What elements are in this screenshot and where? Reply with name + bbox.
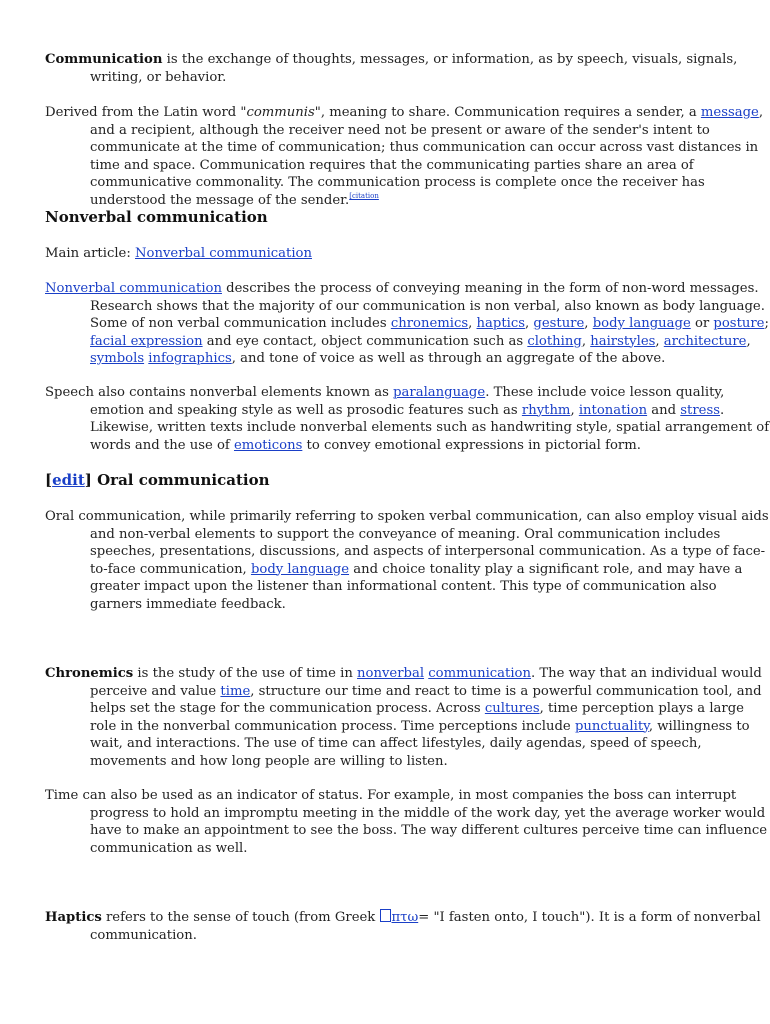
paragraph-haptics [45,909,770,944]
link-rhythm[interactable]: rhythm [521,402,571,418]
link-infographics[interactable]: infographics [148,351,232,366]
link-haptics[interactable]: haptics [476,316,525,331]
paragraph-text: describes the process of conveying meaning in the form of non-word messages. Research shows that the majority of our communication is non verbal, also known as body language. Some of non verbal communication includes [90,281,765,331]
link-emoticons[interactable]: emoticons [233,437,303,453]
separator: , [584,316,593,331]
separator: , [570,402,579,418]
link-facial-expression[interactable]: facial expression [90,333,203,349]
link-communication[interactable]: communication [428,666,531,681]
separator: , [524,316,534,331]
paragraph-text: . These include voice lesson quality, emotion and speaking style as well as prosodic features such as [90,385,725,418]
paragraph-text: ", meaning to share. Communication requires a sender, a [314,105,701,120]
paragraph-text: to convey emotional expressions in pictorial form. [302,437,641,453]
link-main-article-nonverbal[interactable]: Nonverbal communication [135,246,312,261]
paragraph-time-status: Time can also be used as an indicator of status. For example, in most companies the boss can interrupt progress to hold an impromptu meeting in the middle of the work day, yet the average worker would have to make an appointment to see the boss. The way different cultures perceive time can influence communication as well. [45,788,768,856]
separator: , [468,316,477,331]
paragraph-text: , and a recipient, although the receiver need not be present or aware of the sender's intent to communicate at the time of communication; thus communication can occur across vast distances in time and space. Communication requires that the communicating parties share an area of communicative commonality. The communication process is complete once the receiver has understood the message of the sender. [90,105,764,208]
link-posture[interactable]: posture [713,316,765,331]
edit-link[interactable]: edit [52,471,85,489]
paragraph-speech-nonverbal [45,384,770,454]
term-haptics: Haptics [45,910,102,925]
link-body-language-oral[interactable]: body language [250,561,350,577]
separator: and [647,402,681,418]
link-body-language[interactable]: body language [592,316,691,331]
heading-nonverbal-communication: Nonverbal communication [45,208,268,226]
paragraph-communication-definition [45,51,770,86]
paragraph-nonverbal [45,280,770,368]
separator: or [690,316,714,331]
link-message[interactable]: message [700,105,759,120]
paragraph-communication-origin [45,104,770,209]
paragraph-text: is the exchange of thoughts, messages, or information, as by speech, visuals, signals, writing, or behavior. [90,52,738,85]
separator: ; [764,316,769,331]
link-architecture[interactable]: architecture [663,333,747,349]
paragraph-text: , structure our time and react to time is a powerful communication tool, and helps set the stage for the communication process. Across [90,683,762,716]
paragraph-text: , time perception plays a large role in the nonverbal communication process. Time perceptions include [90,701,744,734]
main-article-label: Main article: [45,246,135,261]
bracket-open: [ [45,471,53,489]
separator: , [581,333,591,349]
paragraph-text: , willingness to wait, and interactions. The use of time can affect lifestyles, daily agendas, speed of speech, movements and how long people are willing to listen. [90,718,750,769]
term-communication: Communication [45,52,163,67]
link-symbols[interactable]: symbols [90,351,145,366]
paragraph-text: , and tone of voice as well as through an aggregate of the above. [231,351,666,366]
latin-word: communis [246,105,315,120]
paragraph-text: is the study of the use of time in [133,666,358,681]
term-chronemics: Chronemics [45,666,134,681]
paragraph-text: Derived from the Latin word " [45,105,247,120]
paragraph-text: refers to the sense of touch (from Greek [101,910,380,925]
paragraph-text: . Likewise, written texts include nonverbal elements such as handwriting style, spatial arrangement of words and the use of [90,402,770,453]
link-chronemics[interactable]: chronemics [390,316,469,331]
link-hairstyles[interactable]: hairstyles [590,333,656,349]
paragraph-text: Speech also contains nonverbal elements known as [45,385,394,400]
bracket-close: ] [84,471,92,489]
heading-title: Oral communication [91,471,270,489]
link-stress[interactable]: stress [680,402,720,418]
link-paralanguage[interactable]: paralanguage [393,385,486,400]
paragraph-text: = "I fasten onto, I touch"). It is a form of nonverbal communication. [90,910,761,943]
link-intonation[interactable]: intonation [578,402,648,418]
greek-word: πτω [391,910,419,925]
paragraph-text: . The way that an individual would perceive and value [90,666,762,699]
paragraph-text: and eye contact, object communication such as [202,333,528,349]
link-nonverbal-communication[interactable]: Nonverbal communication [45,281,222,296]
paragraph-chronemics [45,665,770,770]
paragraph-text: Oral communication, while primarily referring to spoken verbal communication, can also employ visual aids and non-verbal elements to support the conveyance of meaning. Oral communication includes speeches, presentations, discussions, and aspects of interpersonal communication. As a type of face-to-face communication, [45,509,769,577]
link-greek-word[interactable] [380,910,419,925]
citation-link[interactable]: [citation [349,191,379,200]
main-article-note [45,245,312,263]
link-cultures[interactable]: cultures [484,701,540,716]
heading-oral-communication [45,472,270,490]
separator: , [655,333,664,349]
paragraph-oral-communication [45,508,770,613]
separator: , [746,333,751,349]
link-punctuality[interactable]: punctuality [574,718,649,734]
link-time[interactable]: time [220,683,251,699]
link-clothing[interactable]: clothing [527,333,582,349]
paragraph-text: and choice tonality play a significant role, and may have a greater impact upon the listener than informational content. This type of communication also garners immediate feedback. [90,561,743,612]
link-nonverbal[interactable]: nonverbal [357,666,425,681]
missing-glyph-icon [380,909,391,922]
link-gesture[interactable]: gesture [533,316,585,331]
